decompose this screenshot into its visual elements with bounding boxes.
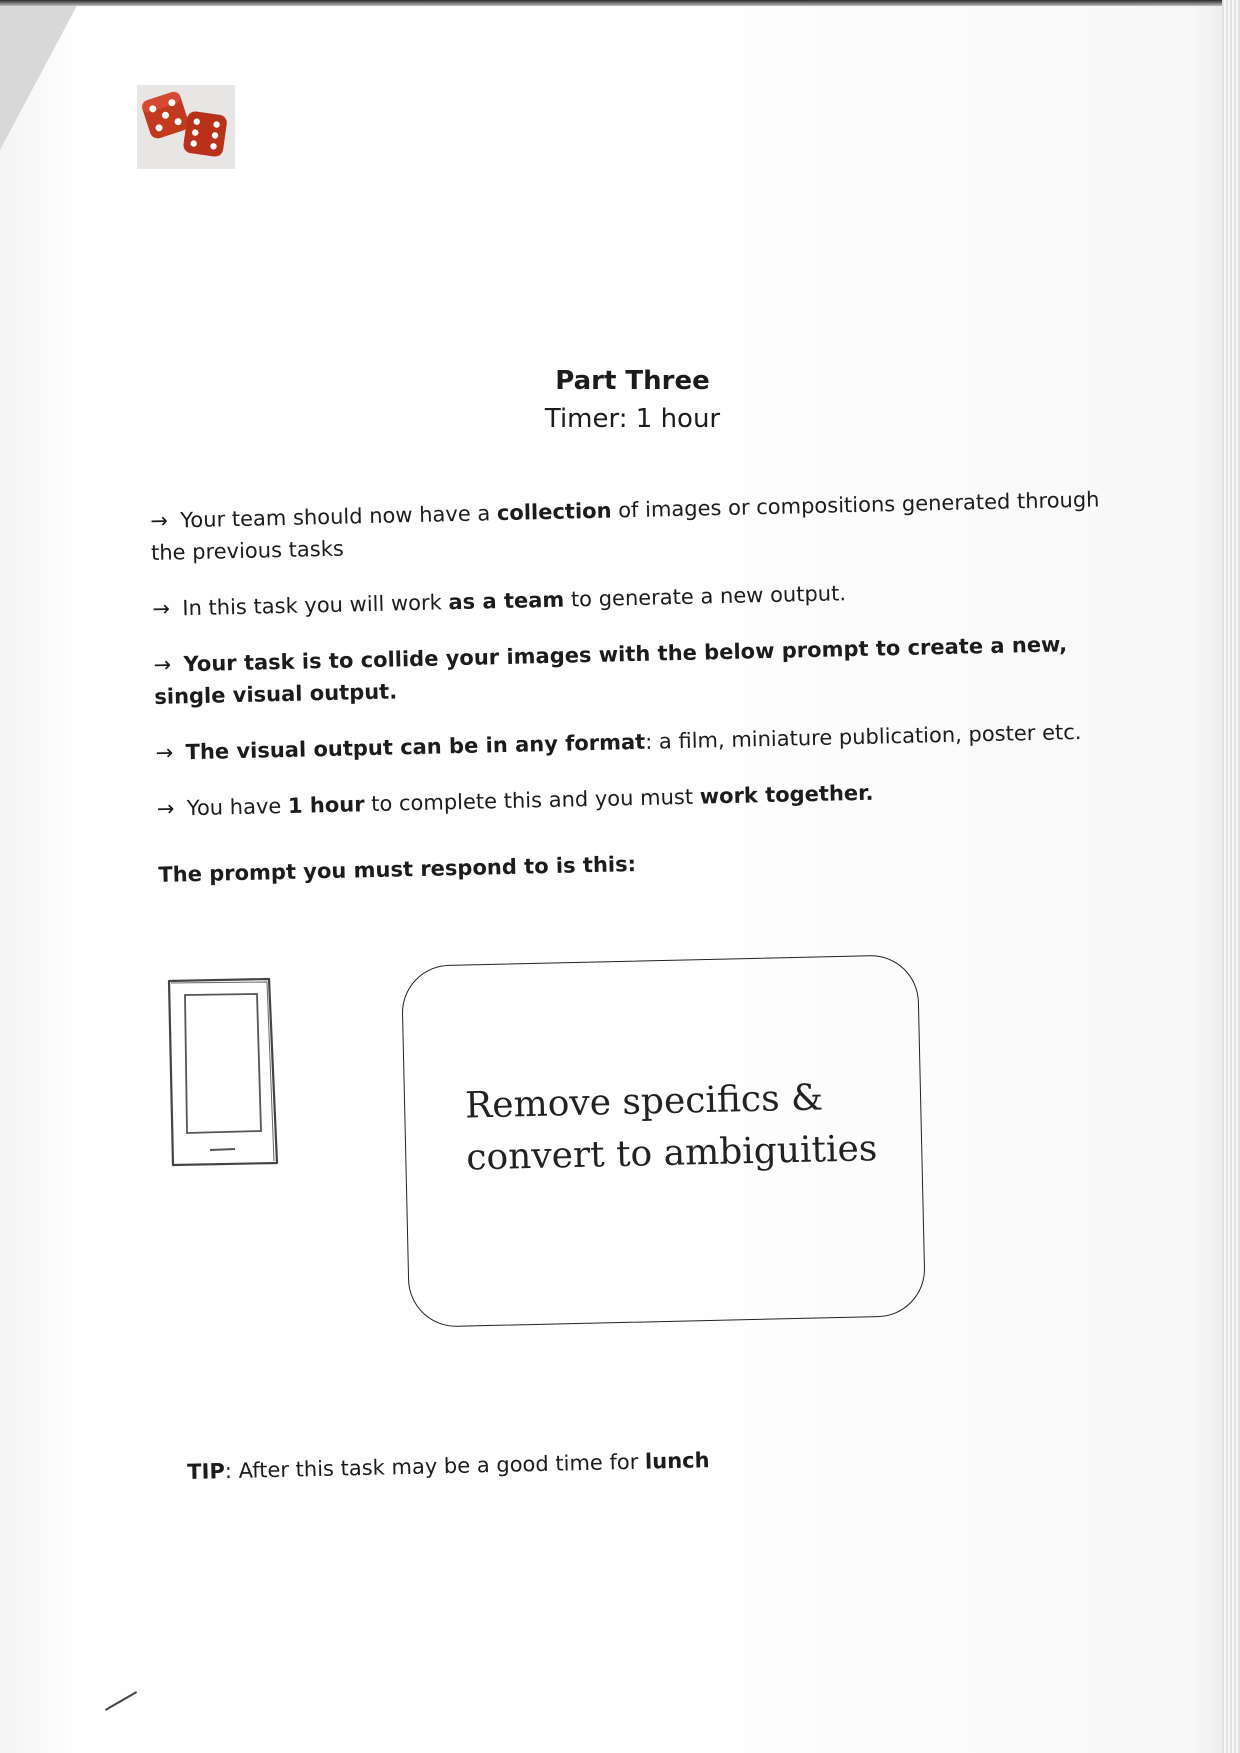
phone-sketch-icon (165, 975, 280, 1170)
tip-label: TIP (187, 1459, 226, 1484)
pen-mark (105, 1691, 137, 1711)
prompt-text: Remove specifics & convert to ambiguities (464, 1077, 878, 1179)
bullet-item: → You have 1 hour to complete this and you must work together. (157, 771, 1117, 825)
tip-note: TIP: After this task may be a good time for lunch (187, 1448, 710, 1484)
folded-corner (0, 0, 80, 150)
scan-top-edge (0, 0, 1240, 6)
timer-label: Timer: 1 hour (544, 404, 721, 434)
dice-icon (137, 85, 235, 169)
arrow-icon: → (153, 652, 172, 677)
instructions (150, 483, 1118, 887)
prompt-lead: The prompt you must respond to is this: (158, 852, 637, 887)
arrow-icon: → (150, 508, 169, 533)
arrow-icon: → (155, 740, 174, 765)
bullet-item: → The visual output can be in any format: a film, miniature publication, poster etc. (155, 715, 1115, 769)
page-title: Part Three (555, 366, 710, 396)
bullet-item: → Your team should now have a collection of images or compositions generated through the previous tasks (150, 487, 1100, 565)
bullet-item: → Your task is to collide your images with the below prompt to create a new, single visual output. (153, 632, 1068, 709)
stacked-pages-edge (1222, 0, 1240, 1753)
arrow-icon: → (152, 596, 171, 621)
arrow-icon: → (156, 796, 175, 821)
bullet-item: → In this task you will work as a team to generate a new output. (152, 571, 1112, 625)
prompt-card (401, 954, 926, 1328)
